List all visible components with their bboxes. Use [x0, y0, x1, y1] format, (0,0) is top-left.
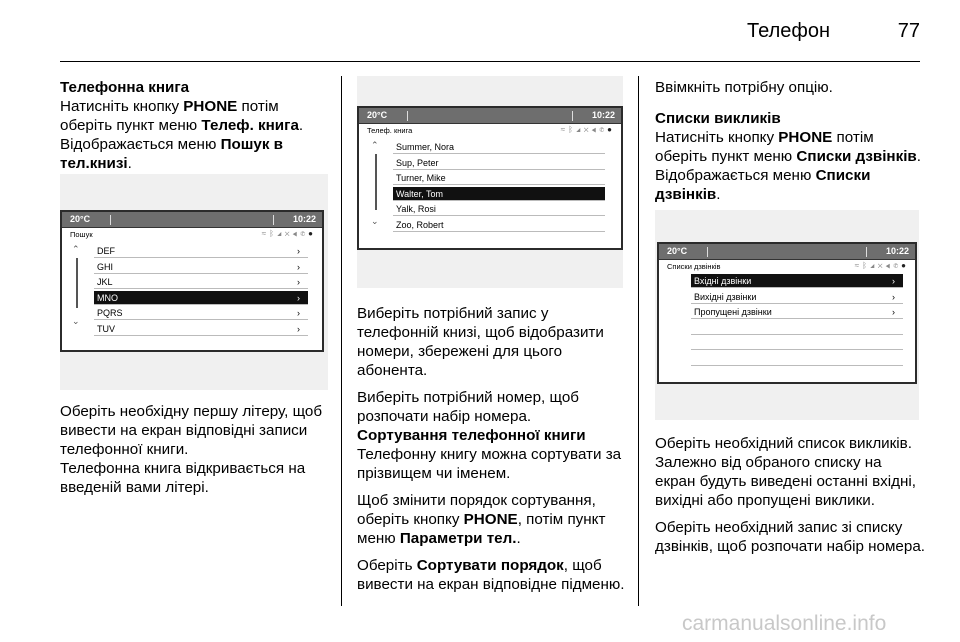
column-2 [357, 304, 631, 602]
display-screen [60, 210, 324, 352]
list-item[interactable] [393, 202, 605, 216]
column-1 [60, 78, 332, 181]
chevron-right-icon: › [297, 277, 300, 287]
bluetooth-icon: ᛒ [862, 261, 870, 270]
mute-icon: ✕ [583, 125, 592, 134]
list-item-label: Zoo, Robert [396, 219, 444, 230]
list-item[interactable] [393, 156, 605, 170]
page-header [60, 0, 920, 62]
list-item-label: Вихідні дзвінки [694, 291, 757, 302]
display-screen [657, 242, 917, 384]
chevron-right-icon: › [297, 261, 300, 272]
list-item[interactable] [94, 244, 308, 258]
chevron-right-icon: › [297, 292, 300, 303]
list-item[interactable] [691, 305, 903, 319]
status-bar [62, 212, 322, 228]
chevron-right-icon: › [297, 246, 300, 256]
display-screen [357, 106, 623, 250]
page-number: 77 [897, 20, 920, 42]
scrollbar[interactable] [76, 258, 78, 308]
screen-title: Списки дзвінків [667, 262, 721, 271]
page-title: Телефон [747, 20, 830, 42]
list-item[interactable] [94, 260, 308, 274]
paragraph: Виберіть потрібний запис у телефонній книзі, щоб відобразити номери, збережені для цього абонента. [357, 305, 604, 379]
list-item[interactable] [691, 274, 903, 288]
list-item-label: PQRS [97, 308, 123, 318]
phone-icon: ✆ [300, 229, 309, 238]
paragraph: Щоб змінити порядок сортування, оберіть кнопку PHONE, потім пункт меню Параметри тел.. [357, 492, 606, 547]
info-icon: ● [308, 229, 316, 238]
paragraph: Оберіть необхідний запис зі списку дзвінків, щоб розпочати набір номера. [655, 519, 925, 555]
mute-icon: ✕ [284, 229, 293, 238]
chevron-right-icon: › [297, 308, 300, 318]
wifi-icon: ≈ [261, 229, 270, 238]
chevron-right-icon: › [297, 323, 300, 334]
chevron-right-icon: › [892, 307, 895, 317]
list-item[interactable] [393, 218, 605, 232]
list-item[interactable] [393, 187, 605, 201]
list-item-label: Пропущені дзвінки [694, 307, 772, 317]
list-item[interactable] [691, 321, 903, 335]
info-icon: ● [607, 125, 615, 134]
column-divider [341, 76, 342, 606]
volume-icon: ◀ [292, 229, 301, 238]
list-item-label: JKL [97, 277, 113, 287]
screenshot-search [60, 174, 328, 390]
temperature: 20°C [667, 246, 688, 256]
bluetooth-icon: ᛒ [568, 125, 576, 134]
list-item[interactable] [691, 352, 903, 366]
paragraph: Оберіть Сортувати порядок, щоб вивести на екран відповідне підменю. [357, 557, 625, 593]
section-heading-call-lists: Списки викликів [655, 110, 781, 127]
list-item-label: Вхідні дзвінки [694, 276, 752, 286]
status-icons [855, 261, 909, 270]
status-bar [359, 108, 621, 124]
status-icons [262, 229, 316, 238]
list-item-label: Sup, Peter [396, 157, 439, 168]
phone-icon: ✆ [599, 125, 608, 134]
list-item-label: MNO [97, 292, 118, 303]
list-item-label: DEF [97, 246, 115, 256]
volume-icon: ◀ [885, 261, 894, 270]
scroll-down-icon[interactable]: ⌄ [72, 316, 80, 326]
section-heading-phonebook: Телефонна книга [60, 79, 190, 96]
list-item[interactable] [94, 275, 308, 289]
watermark: carmanualsonline.info [682, 612, 887, 635]
list-item-label: Turner, Mike [396, 173, 446, 183]
section-heading-sorting: Сортування телефонної книги [357, 427, 586, 444]
signal-icon: ◢ [276, 229, 285, 238]
list-item[interactable] [94, 306, 308, 320]
list-item-label: TUV [97, 323, 115, 334]
paragraph: Натисніть кнопку PHONE потім оберіть пункт меню Списки дзвінків. Відображається меню Списки дзвінків. [655, 129, 921, 203]
screenshot-phonebook [357, 76, 623, 288]
screen-title: Телеф. книга [367, 126, 413, 135]
temperature: 20°C [367, 110, 388, 120]
list-item[interactable] [691, 336, 903, 350]
wifi-icon: ≈ [854, 261, 863, 270]
paragraph: Оберіть необхідну першу літеру, щоб вивести на екран відповідні записи телефонної книги. [60, 403, 323, 458]
paragraph: Ввімкніть потрібну опцію. [655, 79, 833, 96]
signal-icon: ◢ [869, 261, 878, 270]
list-item-label: Walter, Tom [396, 188, 444, 199]
scroll-up-icon[interactable]: ⌃ [371, 140, 379, 150]
chevron-right-icon: › [892, 291, 895, 302]
column-1-lower [60, 402, 332, 505]
clock: 10:22 [885, 246, 909, 256]
scrollbar[interactable] [375, 154, 377, 210]
phone-icon: ✆ [893, 261, 902, 270]
scroll-down-icon[interactable]: ⌄ [371, 216, 379, 226]
clock: 10:22 [292, 214, 316, 224]
signal-icon: ◢ [575, 125, 584, 134]
column-divider [638, 76, 639, 606]
column-3 [655, 78, 925, 212]
paragraph: Оберіть необхідний список викликів. Залежно від обраного списку на екран будуть виведені останні вхідні, вихідні або пропущені виклики. [655, 435, 916, 509]
list-item-label: Summer, Nora [396, 142, 455, 152]
wifi-icon: ≈ [560, 125, 569, 134]
scroll-up-icon[interactable]: ⌃ [72, 244, 80, 254]
list-item[interactable] [393, 171, 605, 185]
status-bar [659, 244, 915, 260]
status-icons [561, 125, 615, 134]
list-item[interactable] [94, 322, 308, 336]
list-item[interactable] [393, 140, 605, 154]
paragraph: Натисніть кнопку PHONE потім оберіть пункт меню Телеф. книга. Відображається меню Пошук в тел.книзі. [60, 98, 304, 172]
bluetooth-icon: ᛒ [269, 229, 277, 238]
screen-title: Пошук [70, 230, 93, 239]
paragraph: Телефонна книга відкривається на введеній вами літері. [60, 460, 306, 496]
list-item-label: GHI [97, 261, 114, 272]
list-item[interactable] [691, 290, 903, 304]
paragraph: Виберіть потрібний номер, щоб розпочати набір номера. [357, 389, 579, 425]
clock: 10:22 [591, 110, 615, 120]
list-item-label: Yalk, Rosi [396, 204, 436, 214]
volume-icon: ◀ [591, 125, 600, 134]
info-icon: ● [901, 261, 909, 270]
paragraph: Телефонну книгу можна сортувати за прізвищем чи іменем. [357, 446, 622, 482]
list-item[interactable] [94, 291, 308, 305]
screenshot-call-lists [655, 210, 919, 420]
temperature: 20°C [70, 214, 91, 224]
chevron-right-icon: › [892, 276, 895, 286]
column-3-lower [655, 434, 925, 564]
mute-icon: ✕ [877, 261, 886, 270]
